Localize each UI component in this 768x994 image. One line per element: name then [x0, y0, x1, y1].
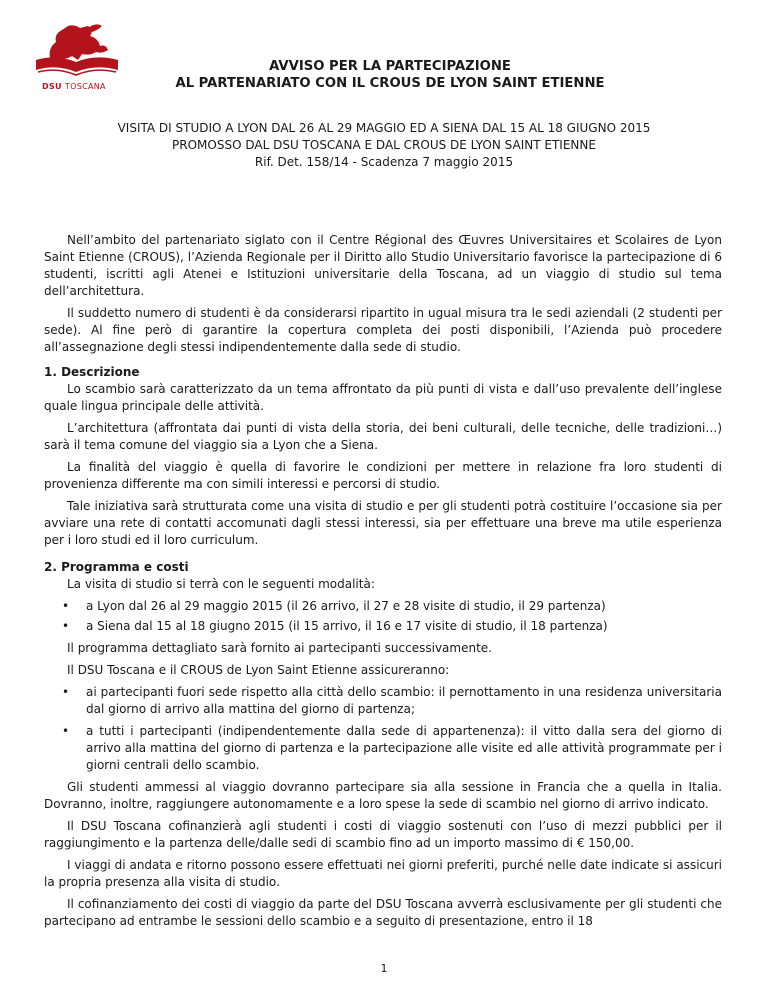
- section-1-paragraph-1: Lo scambio sarà caratterizzato da un tema affrontato da più punti di vista e dall’uso prevalente dell’inglese quale lingua principale delle attività.: [44, 382, 722, 413]
- section-2-heading: 2. Programma e costi: [44, 560, 189, 574]
- list-item: • ai partecipanti fuori sede rispetto alla città dello scambio: il pernottamento in una residenza universitaria dal giorno di arrivo alla mattina del giorno di partenza;: [86, 684, 722, 718]
- subheading-line-3: Rif. Det. 158/14 - Scadenza 7 maggio 2015: [254, 155, 514, 169]
- title-line-2: AL PARTENARIATO CON IL CROUS DE LYON SAINT ETIENNE: [175, 76, 605, 91]
- section-2-paragraph-4: Gli studenti ammessi al viaggio dovranno partecipare sia alla sessione in Francia che a quella in Italia. Dovranno, inoltre, raggiungere autonomamente e a loro spese la sede di scambio nel giorno di arrivo indicato.: [44, 780, 722, 811]
- document-subheading: [40, 120, 728, 171]
- horse-book-icon: [28, 20, 124, 82]
- section-1-heading: 1. Descrizione: [44, 365, 140, 379]
- title-line-1: AVVISO PER LA PARTECIPAZIONE: [269, 59, 511, 74]
- section-2-paragraph-2: Il programma dettagliato sarà fornito ai partecipanti successivamente.: [67, 641, 492, 655]
- section-1-paragraph-4: Tale iniziativa sarà strutturata come una visita di studio e per gli studenti potrà costituire l’occasione sia per avviare una rete di contatti accomunati dagli stessi interessi, sia per effettuare una breve ma utile esperienza per i loro studi ed il loro curriculum.: [44, 499, 722, 547]
- logo-dsu: DSU: [42, 82, 62, 91]
- document-title: [150, 58, 630, 92]
- list-item: • a Lyon dal 26 al 29 maggio 2015 (il 26 arrivo, il 27 e 28 visite di studio, il 29 partenza): [86, 598, 722, 615]
- section-2-paragraph-5: Il DSU Toscana cofinanzierà agli studenti i costi di viaggio sostenuti con l’uso di mezzi pubblici per il raggiungimento e la partenza delle/dalle sedi di scambio fino ad un importo massimo di € 150,00.: [44, 819, 722, 850]
- section-2-paragraph-1: La visita di studio si terrà con le seguenti modalità:: [67, 577, 375, 591]
- page-number: 1: [380, 962, 388, 975]
- section-2-paragraph-6: I viaggi di andata e ritorno possono essere effettuati nei giorni preferiti, purché nelle date indicate si assicuri la propria presenza alla visita di studio.: [44, 858, 722, 889]
- intro-paragraph-2: Il suddetto numero di studenti è da considerarsi ripartito in ugual misura tra le sedi aziendali (2 studenti per sede). Al fine però di garantire la copertura completa dei posti disponibili, l’Azienda può procedere all’assegnazione degli stessi indipendentemente dalla sede di studio.: [44, 306, 722, 354]
- section-2-paragraph-3: Il DSU Toscana e il CROUS de Lyon Saint Etienne assicureranno:: [67, 663, 450, 677]
- list-item: • a Siena dal 15 al 18 giugno 2015 (il 15 arrivo, il 16 e 17 visite di studio, il 18 partenza): [86, 618, 722, 635]
- schedule-list: [44, 598, 722, 635]
- list-item: • a tutti i partecipanti (indipendentemente dalla sede di appartenenza): il vitto dalla sera del giorno di arrivo alla mattina del giorno di partenza e la partecipazione alle visite ed alle attività programmate per i giorni centrali dello scambio.: [86, 723, 722, 774]
- provisions-list: [44, 684, 722, 774]
- section-2-paragraph-7: Il cofinanziamento dei costi di viaggio da parte del DSU Toscana avverrà esclusivamente per gli studenti che partecipano ad entrambe le sessioni dello scambio e a seguito di presentazione, entro il 18: [44, 897, 722, 928]
- section-1-paragraph-3: La finalità del viaggio è quella di favorire le condizioni per mettere in relazione fra loro studenti di provenienza differente ma con simili interessi e percorsi di studio.: [44, 460, 722, 491]
- section-1-paragraph-2: L’architettura (affrontata dai punti di vista della storia, dei beni culturali, delle tecniche, delle tradizioni…) sarà il tema comune del viaggio sia a Lyon che a Siena.: [44, 421, 722, 452]
- logo-toscana: TOSCANA: [64, 82, 106, 91]
- subheading-line-1: VISITA DI STUDIO A LYON DAL 26 AL 29 MAGGIO ED A SIENA DAL 15 AL 18 GIUGNO 2015: [117, 121, 651, 135]
- intro-paragraph-1: Nell’ambito del partenariato siglato con il Centre Régional des Œuvres Universitaires et Scolaires de Lyon Saint Etienne (CROUS), l’Azienda Regionale per il Diritto allo Studio Universitario favorisce la partecipazione di 6 studenti, iscritti agli Atenei e Istituzioni universitarie della Toscana, ad un viaggio di studio sul tema dell’architettura.: [44, 233, 722, 298]
- subheading-line-2: PROMOSSO DAL DSU TOSCANA E DAL CROUS DE LYON SAINT ETIENNE: [172, 138, 596, 152]
- document-body: [44, 232, 722, 935]
- dsu-toscana-logo: [28, 20, 124, 98]
- logo-wordmark: [42, 82, 106, 91]
